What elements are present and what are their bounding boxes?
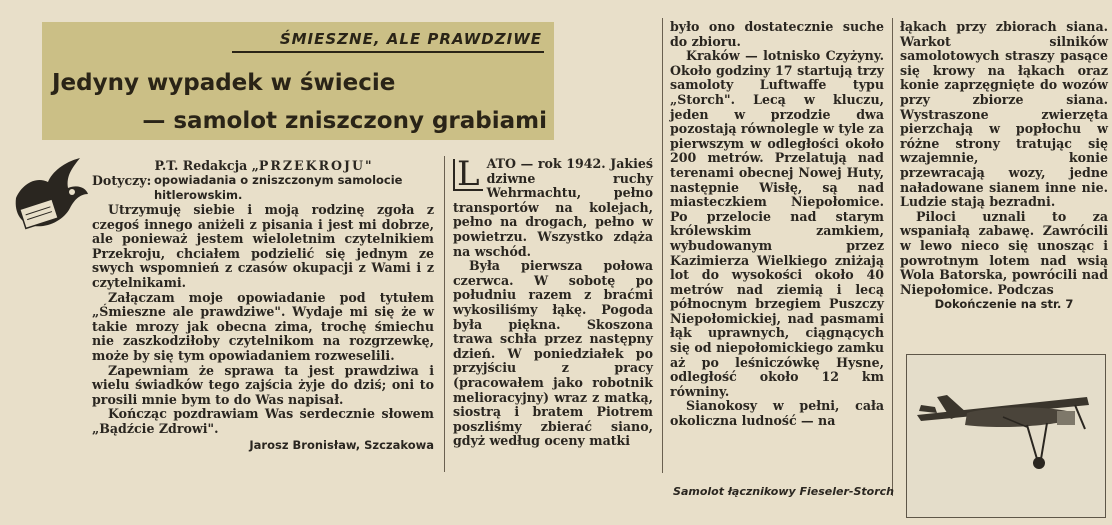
headline-line-1: Jedyny wypadek w świecie <box>52 70 396 96</box>
article-paragraph: Piloci uznali to za wspaniałą zabawę. Zawrócili w lewo nieco się unosząc i powrotnym lotem nad wsią Wola Batorska, powrócili nad Niepołomice. Podczas <box>900 208 1108 297</box>
drop-cap-paragraph-text: ATO — rok 1942. Jakieś dziwne ruchy Wehrmachtu, pełno transportów na kolejach, pełno na drogach, pełno w powietrzu. Wszystko zdąża na wschód. <box>453 156 653 259</box>
article-paragraph: łąkach przy zbiorach siana. Warkot silników samolotowych straszy pasące się krowy na łąkach oraz konie zaprzęgnięte do wozów przy zbiorze siana. Wystraszone zwierzęta pierzchają w popłochu w różne strony tratując się wzajemnie, konie przewracają wozy, jedne naładowane sianem inne nie. Ludzie stają bezradni. <box>900 19 1108 210</box>
photo-caption: Samolot łącznikowy Fieseler-Storch <box>673 485 894 498</box>
column-divider <box>662 18 663 473</box>
bird-envelope-icon <box>8 154 90 234</box>
airplane-illustration-icon <box>907 355 1105 517</box>
section-kicker: ŚMIESZNE, ALE PRAWDZIWE <box>279 30 542 48</box>
address-to-suffix: " <box>364 158 372 173</box>
article-column-4 <box>900 20 1108 312</box>
headline-banner <box>42 22 554 140</box>
address-to-prefix: P.T. Redakcja „ <box>154 158 259 173</box>
headline-line-2: — samolot zniszczony grabiami <box>142 108 547 134</box>
article-column-2 <box>453 154 653 449</box>
column-divider <box>444 156 445 472</box>
continued-note: Dokończenie na str. 7 <box>934 297 1074 312</box>
letter-address <box>92 158 434 203</box>
topic-text: opowiadania o zniszczonym samolocie hitlerowskim. <box>154 173 403 202</box>
address-to-brand: PRZEKROJU <box>258 158 365 173</box>
letter-signature: Jarosz Bronisław, Szczakowa <box>249 437 434 452</box>
article-paragraph: Sianokosy w pełni, cała okoliczna ludność — na <box>670 398 884 429</box>
article-paragraph: Była pierwsza połowa czerwca. W sobotę po południu razem z braćmi wykosiliśmy łąkę. Pogoda była piękna. Skoszona trawa schła przez następny dzień. W poniedziałek po przyjściu z pracy (pracowałem jako robotnik melioracyjny) wraz z matką, siostrą i bratem Piotrem poszliśmy zbierać siano, gdyż według oceny matki <box>453 258 653 449</box>
drop-cap: L <box>453 159 483 191</box>
letter-paragraph: Zapewniam że sprawa ta jest prawdziwa i wielu świadków tego zajścia żyje do dziś; oni to prosili mnie bym to do Was napisał. <box>92 362 434 407</box>
article-paragraph: Kraków — lotnisko Czyżyny. Około godziny 17 startują trzy samoloty Luftwaffe typu „Storch". Lecą w kluczu, jeden w przodzie dwa pozostają równolegle w tyle za pierwszym w odległości około 200 metrów. Przelatują nad terenami obecnej Nowej Huty, następnie Wisłę, są nad miasteczkiem Niepołomice. Po przelocie nad starym królewskim zamkiem, wybudowanym przez Kazimierza Wielkiego zniżają lot do wysokości około 40 metrów nad ziemią i lecą północnym brzegiem Puszczy Niepołomickiej, nad pasmami łąk uprawnych, ciągnących się od niepołomickiego zamku aż po leśniczówkę Hysne, odległość około 12 km równiny. <box>670 48 884 399</box>
kicker-underline <box>232 51 544 53</box>
article-paragraph <box>453 154 653 259</box>
article-column-3 <box>670 20 884 429</box>
reader-letter <box>92 203 434 452</box>
article-paragraph: było ono dostatecznie suche do zbioru. <box>670 19 884 49</box>
letter-paragraph: Kończąc pozdrawiam Was serdecznie słowem „Bądźcie Zdrowi". <box>92 406 434 436</box>
letter-paragraph: Utrzymuję siebie i moją rodzinę zgoła z czegoś innego aniżeli z pisania i jest mi dobrze, ale ponieważ jestem wieloletnim czytelnikiem Przekroju, chciałem podzielić się jednym ze swych wspomnień z czasów okupacji z Wami i z czytelnikami. <box>92 202 434 290</box>
airplane-photo <box>906 354 1106 518</box>
letter-paragraph: Załączam moje opowiadanie pod tytułem „Śmieszne ale prawdziwe". Wydaje mi się że w takie mrozy jak obecna zima, trochę śmiechu nie zaszkodziłoby czytelnikom na rozgrzewkę, może by się tym opowiadaniem rozweselili. <box>92 289 434 363</box>
topic-label: Dotyczy: <box>92 173 152 188</box>
column-divider <box>892 18 893 496</box>
